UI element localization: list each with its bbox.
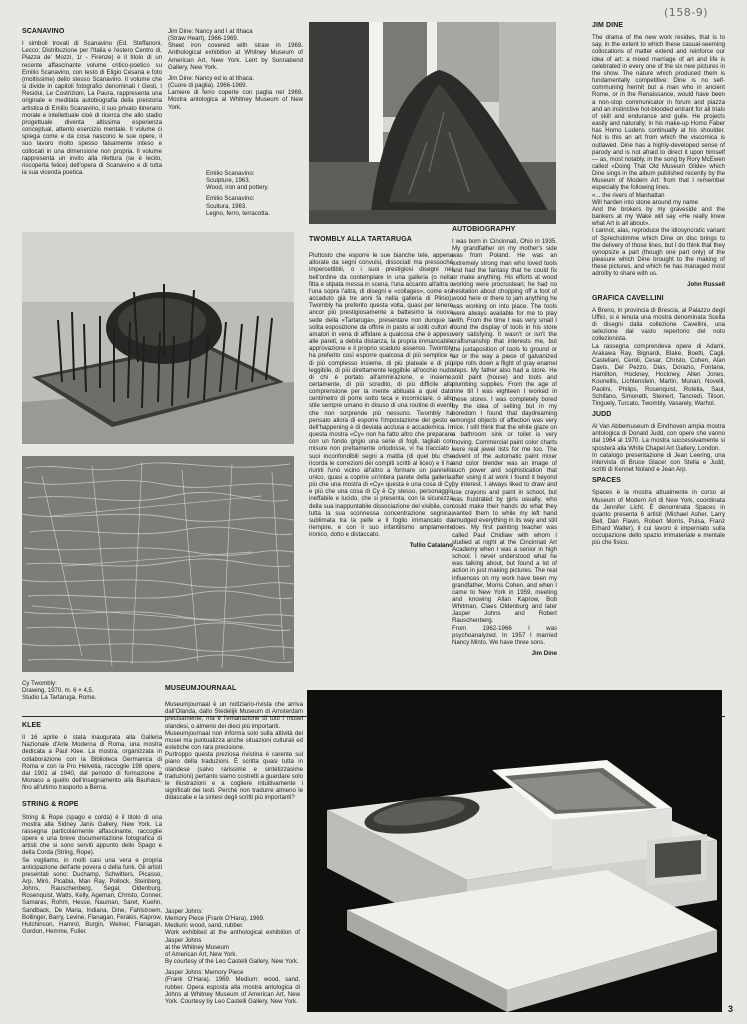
twombly-caption (22, 680, 172, 712)
twombly-article (309, 236, 453, 682)
autobiography-heading: AUTOBIOGRAPHY (452, 226, 516, 233)
jim-dine-caption-en: Jim Dine: Nancy and I at Ithaca (Straw Heart), 1966-1969. Sheet iron covered with straw in 1969. Anthological exhibition at Whitney Museum of American Art, New York. Lent by Sonnabend Gallery, New York. (168, 28, 303, 71)
spaces-heading: SPACES (592, 477, 621, 485)
jim-dine-caption-it: Jim Dine: Nancy ed io at Ithaca. (Cuore di paglia). 1966-1969. Lamiere di ferro coperte con paglia nel 1969. Mostra antologica al Whitney Museum of New York. (168, 74, 303, 111)
autobiography-signature: Jim Dine (531, 650, 557, 658)
twombly-body: Piuttosto che esporre le sue bianche tele, appena allorate da segni convulsi, dissociati ma pressoché impercettibili, o i suoi prestigiosi disegni nel bell'ordine da contemplare in una galleria (o nella fitta e stipata messa in scena, l'una accanto all'altra o l'una sopra l'altra, di disegni e «collages», come era accaduto già tre anni fa nella galleria di Plinio), Twombly ha preferito questa volta, quasi per tenere ancor più prestigiosamente a battesimo la nuova sede della «Tartaruga», presentare non dunque la solita esposizione da offrire in pasto ai soliti cultori e amatori in vena di affidare a qualcosa che è appeso alle pareti, a debita distanza, la propria immancabile approvazione e il proprio scaduto assenso. Twombly ha preferito così esporre qualcosa di più semplice e di più complesso insieme, di più plateale e di più leggibile, di più direttamente leggibile all'occhio nudo di chi è portato all'ammirazione, e insieme, certamente, di più scredito, di più difficile alla comprensione per la mente abituata a quel dato centimetro di porre sotto teca e incorniciare, o allo stile sempre umano in disuso di una routine di eventi che non sorprende più nessuno. Twombly ha pensato allora di esporre l'impostazione del gesto e dell'happening è di deviata acclusa e accademica. In questa mostra «Cy» non ha fatto altro che preparare con un fondo grigio una serie di fogli, tagliati con misure non prettamente ortodosse, vi ha tracciato i suoi inconfondibili segni a matita (di quel blu che ricorda le correzioni dei compiti scritti al liceo) e li ha riuniti l'uno vicino all'altro a formare un pannello unico, quasi a coprire un'intera parete della galleria: più che una mostra di «Cy» questa è una cosa di Cy, e più che una cosa di Cy è Cy stesso, personaggio ineffabile e lucido, che si presenta, con la sicurezza della sua inappuntabile dissociazione del visibile, con tutta la sua sconnessa concentrazione segnica, sublimata tra la pelle e il foglio immancato da riempire, e con il suo infantilismo amplamente ironico, dotto e distaccato. (309, 252, 453, 539)
page-number: 3 (728, 1004, 734, 1014)
jim-dine-straw-heart-photo (309, 22, 556, 224)
judd-heading: JUDD (592, 410, 612, 418)
bottom-left-column (22, 722, 162, 1012)
museumjournaal-heading: MUSEUMJOURNAAL (165, 685, 237, 692)
twombly-drawing-photo (22, 456, 294, 672)
scanavino-captions (206, 170, 306, 232)
twombly-signature: Tullio Catalano (409, 542, 453, 550)
grafica-cavellini-body: A Breno, in provincia di Brescia, al Palazzo degli Uffici, si è tenuta una mostra denominata Scelta di disegni dalla collezione Cavellini, una selezione dal vasto repertorio del noto collezionista. La rassegna comprendeva opere di Adami, Arakawa Ray, Bignardi, Blake, Boetti, Cagli, Castellani, Ceroli, Cesar, Christo, Cohen, Alan Davis, Del Pezzo, Dias, Dorazio, Fontana, Hamilton, Hockney, Hockney, Allen Jones, Kounellis, Lichtenstein, Martin, Munari, Novelli, Paolini, Philips, Rosenquist, Rotella, Saul, Schifano, Simonetti, Steinert, Tancredi, Tilson, Tinguely, Turcato, Twombly, Vasarely, Warhol. (592, 306, 725, 407)
straw-heart-image (309, 22, 556, 224)
jim-dine-signature: John Russell (687, 281, 725, 289)
scanavino-caption-en: Emilio Scanavino: Sculpture, 1963. Wood, iron and pottery. (206, 170, 269, 192)
autobiography-article (452, 226, 557, 666)
scanavino-article (22, 28, 162, 228)
twombly-heading: TWOMBLY ALLA TARTARUGA (309, 236, 412, 243)
twombly-drawing-image (22, 456, 294, 672)
johns-caption-en: Jasper Johns: Memory Piece (Frank O'Hara), 1969. Medium: wood, sand, rubber. Work exhibited at the anthological exhibition of Jasper Johns at the Whitney Museum of American Art, New York. By courtesy of the Leo Castelli Gallery, New York. (165, 908, 300, 966)
autobiography-body: I was born in Cincinnati, Ohio in 1935. My grandfather on my mother's side was from Poland. He was an extremely strong man who loved tools and had the fantasy that he could fix or make anything. His efforts at wood working were procrustean; he had no hesitation about chopping off a foot of wood here or there to jam anything he was working on into place. The tools were always available for me to play with. From the time I was very small I found the display of tools in his store very satisfying. It wasn't or isn't the craftsmanship that interests me, but the juxtaposition of tools to ground or air or the way a piece of galvanized pipe rolls down a flight of gray enamel steps. My father also had a store. He sold paint (house) and tools and plumbing supplies. From the age of nine till I was eighteen I worked in these stores. I was completely bored by the idea of selling but in my boredom I found that daydreaming amongst objects of affection was very nice. I still think that the white glaze on a bathroom sink or toilet is very moving. Commercial paint color charts were real jewel lists for me too. The advent of the automatic paint mixer and color blender was an image of such power and sophistication that after using it at work I found it beyond by interest. I always liked to draw and use crayons and paint in school, but was frustrated by girls usually, who could make their hands do what they wanted them to while my left hand smudged everything in its way and still does. My first painting teacher was called Paul Chidlaw with whom I studied at night at the Cincinnati Art Academy when I was a senior in high school. I never understood what he was talking about, but found a lot of action in just making pictures. The real influences on my work have been my grandfather, Morris Cohen, and when I came to New York in 1959, meeting and knowing Allan Kaprow, Bob Whitman, Claes Oldenburg and later Jasper Johns and Robert Rauschenberg. From 1962-1966 I was psychoanalyzed. In 1957 I married Nancy Minto. We have three sons. (452, 238, 557, 646)
museumjournaal-body: Museumjournaal è un notiziario-rivista che arriva dall'Olanda, dallo Stedelijk Museum di Amsterdam precisamente, ma è l'emanazione di tutti i musei olandesi, o almeno dei dieci più importanti. Museumjournaal non informa solo sulla attività dei musei ma puntualizza anche situazioni culturali ed estetiche con rara precisione. Purtroppo questa preziosa rivistina è carente sul piano della traduzioni. È scritta quasi tutta in olandese (salvo rarissime e sintetizzasime traduzioni) pertanto siamo costretti a guardare solo le illustrazioni e a cogliere intuitivamente i significati dei testi. Perché non tradurre almeno le didascalie e la sintesi degli scritti più importanti? (165, 701, 303, 802)
jim-dine-body: The drama of the new work resides, that is to say, in the extent to which these casual-seeming collocations of matter extend and reinforce our idea of art: a mixed marriage of art and life is celebrated in every one of the six new pictures in the show. The nature which produced them is fundamentally competitive: Dine is no self-communing hermit but a man who in ancient Rome, or in the Renaissance, would have been a non-stop communicator in forum and piazza and an instinctive hot-blooded entrant for all trials of skill and endurance and guile. He projects easily and naturally; in his make-up Homo Faber has Homo Ludens continually at his shoulder. Not is this an art from which the viscomica is outlawed. Dine has a highly-developed sense of parody and is not afraid to direct it upon himself — as, most notably, in the song by Rory McEwen called «Doing That Old Museum Glide» which Dine sings in the album published recently by the Museum of Modern Art: from that I remember especially the following lines. «... the rivers of Manhattan Will harden into stone around my name And the brokers by my graveside and the bankers at my Wake will say «He really knew what Art is all about». I cannot, alas, reproduce the idiosyncratic variant of Sprechstimme which Dine on disc brings to the delivery of those lines, but I do think that they synopsize a part (though one part only) of the pleasure which Dine brought to the making of these pictures, and which he has managed most adroitly to share with us. (592, 34, 725, 278)
scanavino-sculpture-image (22, 232, 294, 444)
twombly-caption-text: Cy Twombly: Drawing, 1970. m. 6 × 4,5. Studio La Tartaruga, Rome. (22, 680, 97, 702)
handwritten-note: (158-9) (664, 6, 709, 19)
museumjournaal-article (165, 685, 303, 885)
johns-caption-it: Jasper Johns: Memory Piece (Frank O'Hara), 1969. Medium: wood, sand, rubber. Opera esposta alla mostra antologica di Johns al Whitney Museum of American Art, New York. Courtesy by Leo Castelli Gallery, New York. (165, 969, 300, 1005)
judd-body: Al Van Abbemuseum di Eindhoven ampia mostra antologica di Donald Judd, con opere che vanno dal 1964 al 1970. La mostra successivamente si sposterà alla White Chapel Art Gallery, London. In catalogo presentazione di Jean Leering, una intervista di Bruce Glacer con Stella e Judd, scritti di Kennet Noland e Jean Arp. (592, 423, 725, 474)
jim-dine-heading: JIM DINE (592, 22, 624, 29)
memory-piece-image (307, 690, 722, 1012)
johns-memory-piece-photo (307, 690, 722, 1012)
grafica-cavellini-heading: GRAFICA CAVELLINI (592, 294, 664, 302)
johns-captions (165, 908, 300, 1018)
klee-body: Il 16 aprile è stata inaugurata alla Galleria Nazionale d'Arte Moderna di Roma, una mostra dedicata a Paul Klee. La mostra, organizzata in collaborazione con la Biblioteca Germanica di Roma e con la Pro Helvetia, raccoglie 198 opere, dal 1901 al 1940, dal periodo di formazione a Monaco a quello dell'insegnamento alla Bauhaus, fino all'ultimo trasporto a Berna. (22, 734, 162, 792)
string-rope-body: String & Rope (spago e corda) è il titolo di una mostra alla Sidney Janis Gallery, New York. La rassegna particolarmente affascinante, raccoglie opere e una breve documentazione fotografica di artisti che si sono serviti appunto dello Spago e della Corda (String, Rope). Se vogliamo, in molti casi una vera e propria anticipazione dell'arte povera o della funk. Gli artisti presentati sono: Duchamp, Schwitters, Picasso, Arp, Mirò, Picabia, Man Ray, Pollock, Steinberg, Johns, Rauschenberg, Segal, Oldenburg, Rosenquist, Watts, Kelly, Ageman, Christo, Conner, Samaras, Rohm, Hesse, Nauman, Saret, Kuehn, Sandback, De Maria, Indiana, Dine, Fahlstroem, Bollinger, Barry, Levine, Flanagan, Ferakis, Kaprow, Hutchinson, Hamrol, Burgin, Weiner, Flanagan, Gordon, Hemme, Fuller. (22, 813, 162, 936)
scanavino-heading: SCANAVINO (22, 28, 65, 35)
klee-heading: KLEE (22, 722, 42, 729)
scanavino-body: I simboli trovati di Scanavino (Ed. Steffanoni, Lecco; Distribuzione per l'Italia e l'estero Centro di, Piazza de' Mozzi, 1r - Firenze) è il titolo di un recente affascinante volume critico-poetico su Emilio Scanavino, con testo di Eligio Cesana e foto (moltissime) dello stesso Scanavino. Il volume che si divide in capitoli fotografici denominati I Gesti, I Residui, Le Costrizioni, La Paura, rappresenta una originale e meditata autobiografia della preistoria artistica di Emilio Scanavino, il suo privato itinerario morale e intellettuale cioè di ricerca che allo stadio progettuale diventa altissima esperienza conceptual, attento esercizio mentale. Il volume ci spiega come e da cosa nascono le sue opere, il suo lavoro molto spesso falsamente inteso e collocati in una dimensione non propria. Il volume rappresenta un invito alla rilettura (se è lecito, riscoperta felice) dell'opera di Scanavino e di tutta la sua vicenda poetica. (22, 40, 162, 176)
right-column (592, 22, 725, 692)
scanavino-sculpture-photo (22, 232, 294, 444)
spaces-body: Spaces è la mostra attualmente in corso al Museum of Modern Art di New York, coordinata da Jennifer Licht. È denominata Spaces in quanto presenta 6 artisti (Michael Asher, Larry Bell, Dan Flavin, Robert Morris, Pulsa, Franz Erhard Walter), il cui lavoro è imperniato sulla occupazione dello spazio immateriale e mentale più che fisico. (592, 489, 725, 547)
scanavino-caption-it: Emilio Scanavino: Scultura, 1963. Legno, ferro, terracotta. (206, 195, 270, 217)
string-rope-heading: STRING & ROPE (22, 801, 79, 809)
jim-dine-captions (168, 28, 303, 148)
